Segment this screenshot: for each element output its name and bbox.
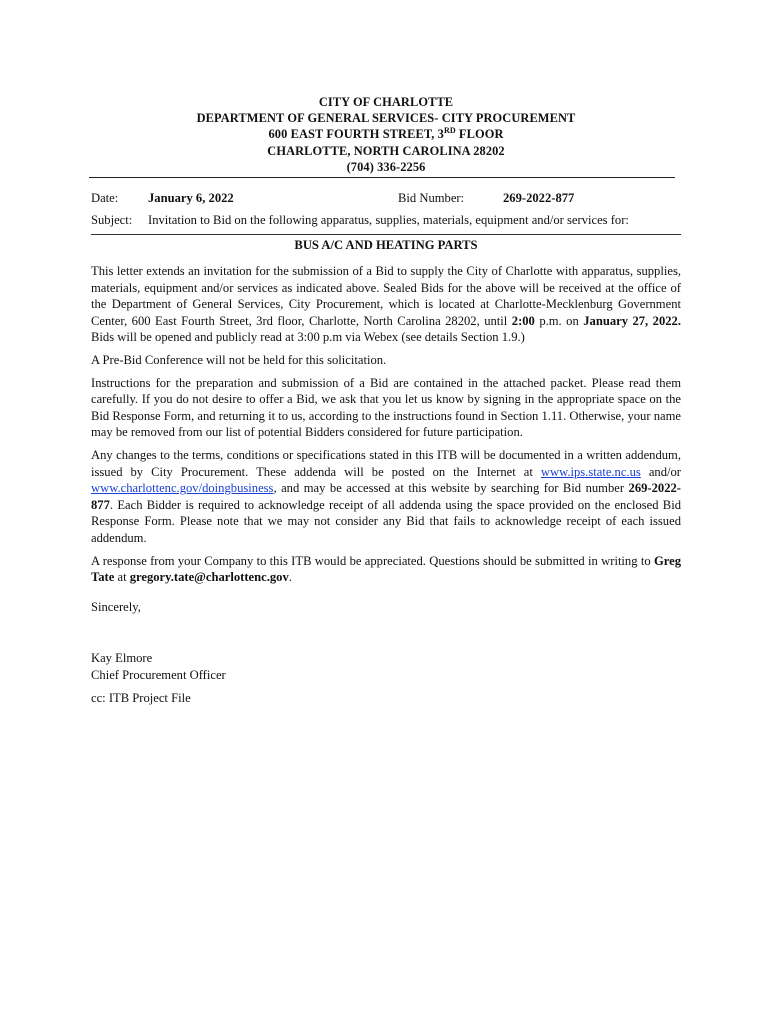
signature-block [91, 650, 681, 683]
contact-text-c: . [288, 570, 292, 585]
contact-text-a: A response from your Company to this ITB would be appreciated. Questions should be submitted in writing to [91, 553, 654, 568]
charlotte-business-link[interactable]: www.charlottenc.gov/doingbusiness [91, 481, 274, 496]
header-divider [89, 177, 675, 178]
subject-label: Subject: [91, 213, 133, 228]
solicitation-title: BUS A/C AND HEATING PARTS [91, 234, 681, 255]
addenda-text-d: . Each Bidder is required to acknowledge receipt of all addenda using the space provided on the enclosed Bid Response Form. Please note that we may not consider any Bid that fails to acknowledge receipt of each issued addendum. [91, 497, 681, 545]
signer-name: Kay Elmore [91, 651, 153, 666]
addenda-text-a: Any changes to the terms, conditions or specifications stated in this ITB will be documented in a written addendum, issued by City Procurement. These addenda will be posted on the Internet at [91, 447, 681, 479]
invitation-text-c: Bids will be opened and publicly read at 3:00 p.m via Webex (see details Section 1.9.) [91, 330, 525, 345]
instructions-paragraph: Instructions for the preparation and submission of a Bid are contained in the attached packet. Please read them carefully. If you do not desire to offer a Bid, we ask that you let us know by signing in the appropriate space on the Bid Response Form, and returning it to us, according to the instructions found in Section 1.11. Otherwise, your name may be removed from our list of potential Bidders considered for future participation. [91, 375, 681, 440]
letterhead-address-ordinal: RD [443, 126, 456, 136]
pre-bid-paragraph: A Pre-Bid Conference will not be held for this solicitation. [91, 352, 387, 367]
invitation-text-a: This letter extends an invitation for the submission of a Bid to supply the City of Charlotte with apparatus, supplies, materials, equipment and/or services as indicated above. Sealed Bids for the above will be received at the office of the Department of General Services, City Procurement, which is located at Charlotte-Mecklenburg Government Center, 600 East Fourth Street, 3rd floor, Charlotte, North Carolina 28202, until [91, 264, 681, 328]
letterhead-phone: (704) 336-2256 [346, 159, 426, 174]
bid-number-label: Bid Number: [398, 191, 465, 206]
letter-page [91, 94, 681, 707]
letterhead-city: CITY OF CHARLOTTE [318, 95, 454, 109]
letterhead [91, 94, 681, 175]
addenda-paragraph [91, 447, 681, 547]
letterhead-address [91, 126, 681, 142]
contact-email: gregory.tate@charlottenc.gov [129, 570, 289, 585]
invitation-text-b: p.m. on [534, 313, 584, 328]
addenda-bid-number: 269-2022-877 [91, 481, 681, 512]
deadline-time: 2:00 [511, 313, 535, 328]
contact-paragraph [91, 553, 681, 586]
cc-line: cc: ITB Project File [91, 691, 191, 706]
contact-text-b: at [114, 570, 130, 585]
invitation-paragraph [91, 263, 681, 346]
date-row [91, 190, 681, 208]
letterhead-address-street: 600 EAST FOURTH STREET, 3 [268, 127, 444, 142]
addenda-text-b: and/or [640, 464, 681, 479]
date-value: January 6, 2022 [148, 191, 234, 206]
subject-row [91, 212, 681, 230]
date-label: Date: [91, 191, 119, 206]
deadline-date: January 27, 2022. [583, 313, 681, 328]
letterhead-address-floor: FLOOR [455, 127, 504, 142]
addenda-text-c: , and may be accessed at this website by searching for Bid number [273, 481, 629, 496]
letterhead-city-state: CHARLOTTE, NORTH CAROLINA 28202 [267, 143, 505, 158]
signer-title: Chief Procurement Officer [91, 667, 226, 682]
bid-number-value: 269-2022-877 [503, 191, 575, 206]
salutation: Sincerely, [91, 599, 141, 614]
letterhead-department: DEPARTMENT OF GENERAL SERVICES- CITY PROCUREMENT [196, 111, 576, 126]
ips-link[interactable]: www.ips.state.nc.us [540, 464, 641, 479]
contact-name: Greg Tate [91, 553, 681, 585]
subject-text: Invitation to Bid on the following apparatus, supplies, materials, equipment and/or services for: [148, 213, 629, 228]
